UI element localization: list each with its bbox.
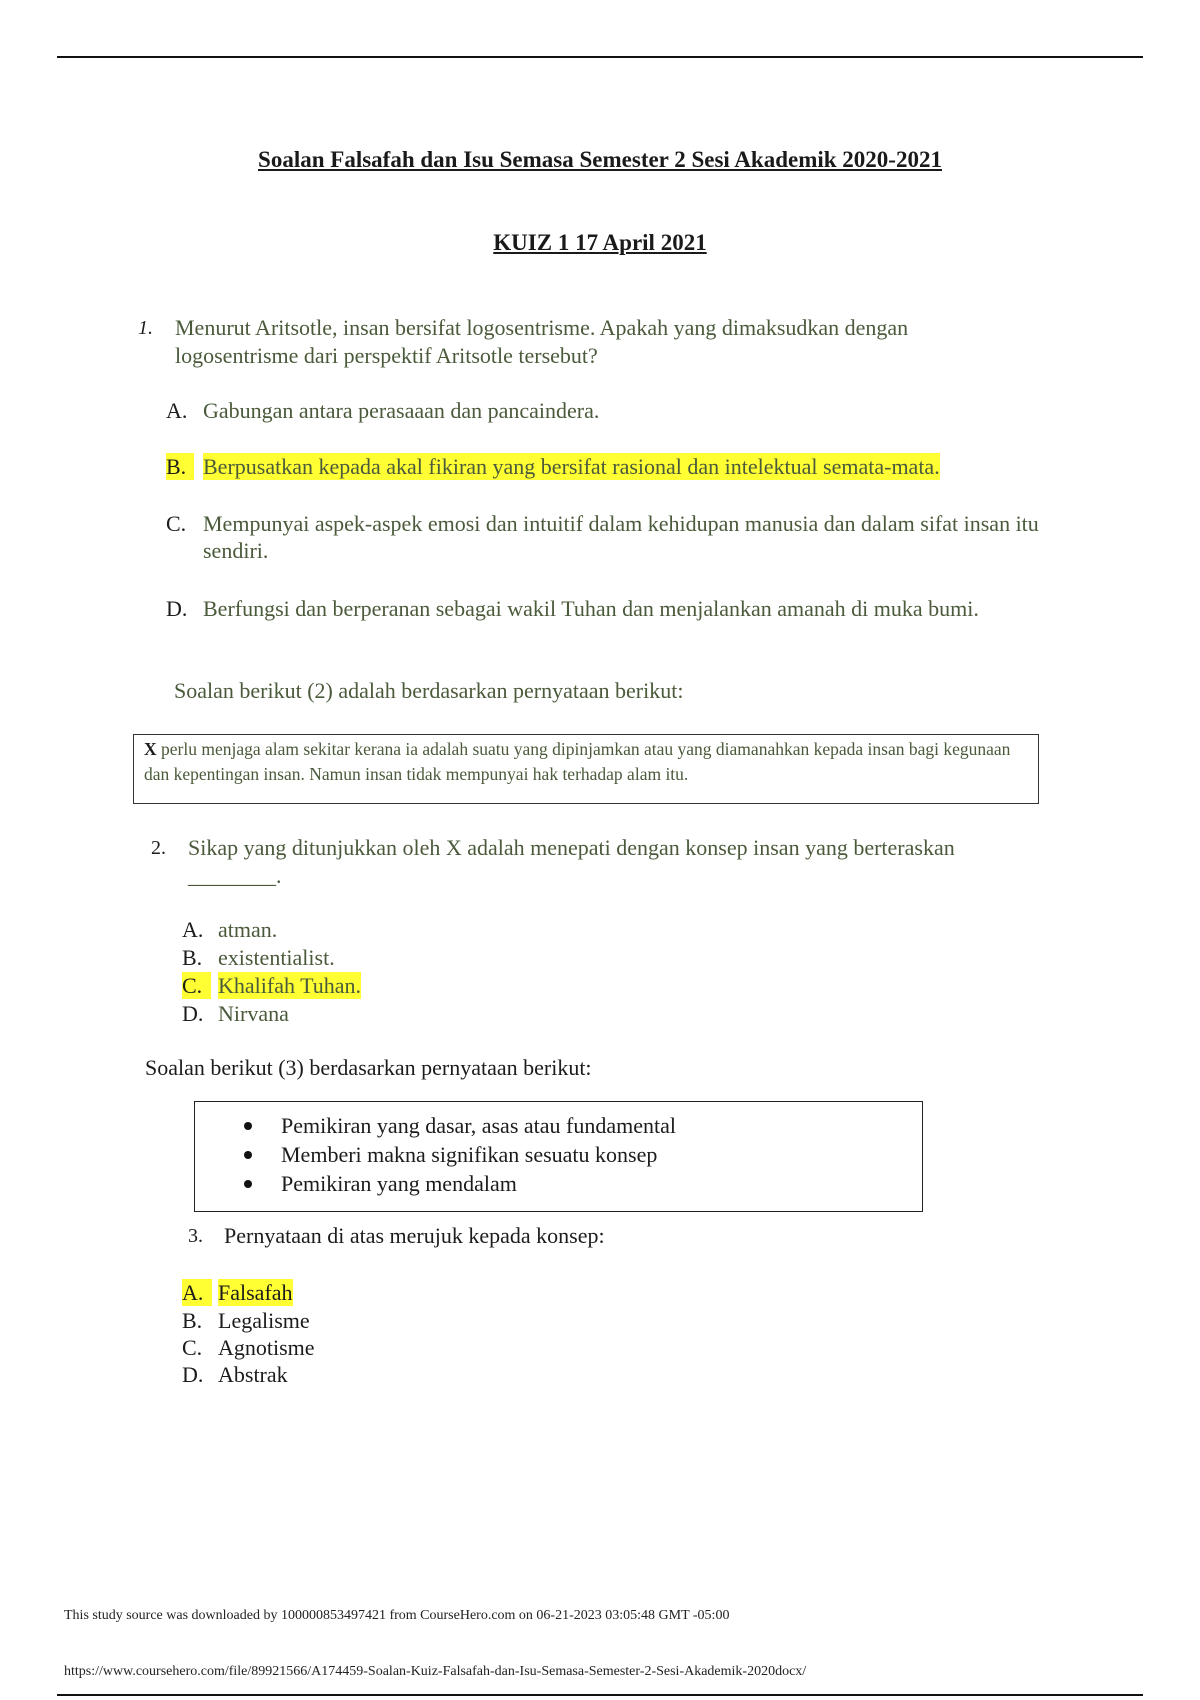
option-text: Gabungan antara perasaaan dan pancaindera. xyxy=(203,398,600,423)
bullet-icon xyxy=(244,1122,252,1130)
question-1 xyxy=(138,314,1038,374)
question-1-number: 1. xyxy=(138,317,153,339)
question-2 xyxy=(151,834,1051,894)
option-text-answer: Falsafah xyxy=(218,1280,293,1305)
option-letter: D. xyxy=(166,596,188,621)
bullet-text: Pemikiran yang dasar, asas atau fundamental xyxy=(281,1113,676,1138)
question-1-text: Menurut Aritsotle, insan bersifat logosentrisme. Apakah yang dimaksudkan dengan logosentrisme dari perspektif Aritsotle tersebut? xyxy=(175,315,909,368)
option-letter: D. xyxy=(182,1001,204,1026)
statement-box-bullets xyxy=(194,1101,923,1212)
option-letter: A. xyxy=(166,398,188,423)
quiz-subtitle: KUIZ 1 17 April 2021 xyxy=(493,230,707,255)
document-title: Soalan Falsafah dan Isu Semasa Semester 2 Sesi Akademik 2020-2021 xyxy=(258,147,942,172)
option-text: Legalisme xyxy=(218,1308,310,1333)
question-3-number: 3. xyxy=(188,1225,203,1247)
question-2-number: 2. xyxy=(151,837,166,859)
option-letter: C. xyxy=(182,1335,203,1360)
option-text-answer: Berpusatkan kepada akal fikiran yang bersifat rasional dan intelektual semata-mata. xyxy=(203,454,940,479)
option-letter: C. xyxy=(182,972,211,999)
option-text: Mempunyai aspek-aspek emosi dan intuitif dalam kehidupan manusia dan dalam sifat insan itu sendiri. xyxy=(203,511,1039,563)
option-text: Nirvana xyxy=(218,1001,289,1026)
option-letter: A. xyxy=(182,917,204,942)
download-note: This study source was downloaded by 100000853497421 from CourseHero.com on 06-21-2023 03:05:48 GMT -05:00 xyxy=(64,1608,730,1623)
option-letter: B. xyxy=(182,945,203,970)
option-letter: B. xyxy=(182,1308,203,1333)
bullet-text: Pemikiran yang mendalam xyxy=(281,1171,517,1196)
question-3-text: Pernyataan di atas merujuk kepada konsep: xyxy=(224,1223,605,1248)
option-letter: A. xyxy=(182,1279,212,1306)
option-text: existentialist. xyxy=(218,945,335,970)
bullet-text: Memberi makna signifikan sesuatu konsep xyxy=(281,1142,658,1167)
option-text: Berfungsi dan berperanan sebagai wakil Tuhan dan menjalankan amanah di muka bumi. xyxy=(203,596,979,621)
statement-text: perlu menjaga alam sekitar kerana ia adalah suatu yang dipinjamkan atau yang diamanahkan kepada insan bagi kegunaan dan kepentingan insan. Namun insan tidak mempunyai hak terhadap alam itu. xyxy=(144,739,1011,784)
bullet-icon xyxy=(244,1180,252,1188)
bullet-item xyxy=(195,1141,895,1169)
bullet-item xyxy=(195,1170,895,1198)
bottom-rule xyxy=(57,1694,1143,1696)
option-letter: B. xyxy=(166,453,194,480)
option-text: atman. xyxy=(218,917,278,942)
intro-question-3: Soalan berikut (3) berdasarkan pernyataan berikut: xyxy=(145,1055,592,1080)
bullet-item xyxy=(195,1112,895,1140)
question-3 xyxy=(188,1222,988,1252)
statement-lead: X xyxy=(144,739,157,759)
source-url[interactable]: https://www.coursehero.com/file/89921566/A174459-Soalan-Kuiz-Falsafah-dan-Isu-Semasa-Semester-2-Sesi-Akademik-2020docx/ xyxy=(64,1664,807,1679)
option-letter: D. xyxy=(182,1362,204,1387)
option-letter: C. xyxy=(166,511,187,536)
option-text: Abstrak xyxy=(218,1362,288,1387)
intro-question-2: Soalan berikut (2) adalah berdasarkan pernyataan berikut: xyxy=(174,678,684,703)
bullet-icon xyxy=(244,1151,252,1159)
top-rule xyxy=(57,56,1143,58)
option-text-answer: Khalifah Tuhan. xyxy=(218,973,361,998)
option-text: Agnotisme xyxy=(218,1335,315,1360)
question-2-text: Sikap yang ditunjukkan oleh X adalah menepati dengan konsep insan yang berteraskan ________. xyxy=(188,835,955,888)
statement-box-x xyxy=(133,734,1039,804)
